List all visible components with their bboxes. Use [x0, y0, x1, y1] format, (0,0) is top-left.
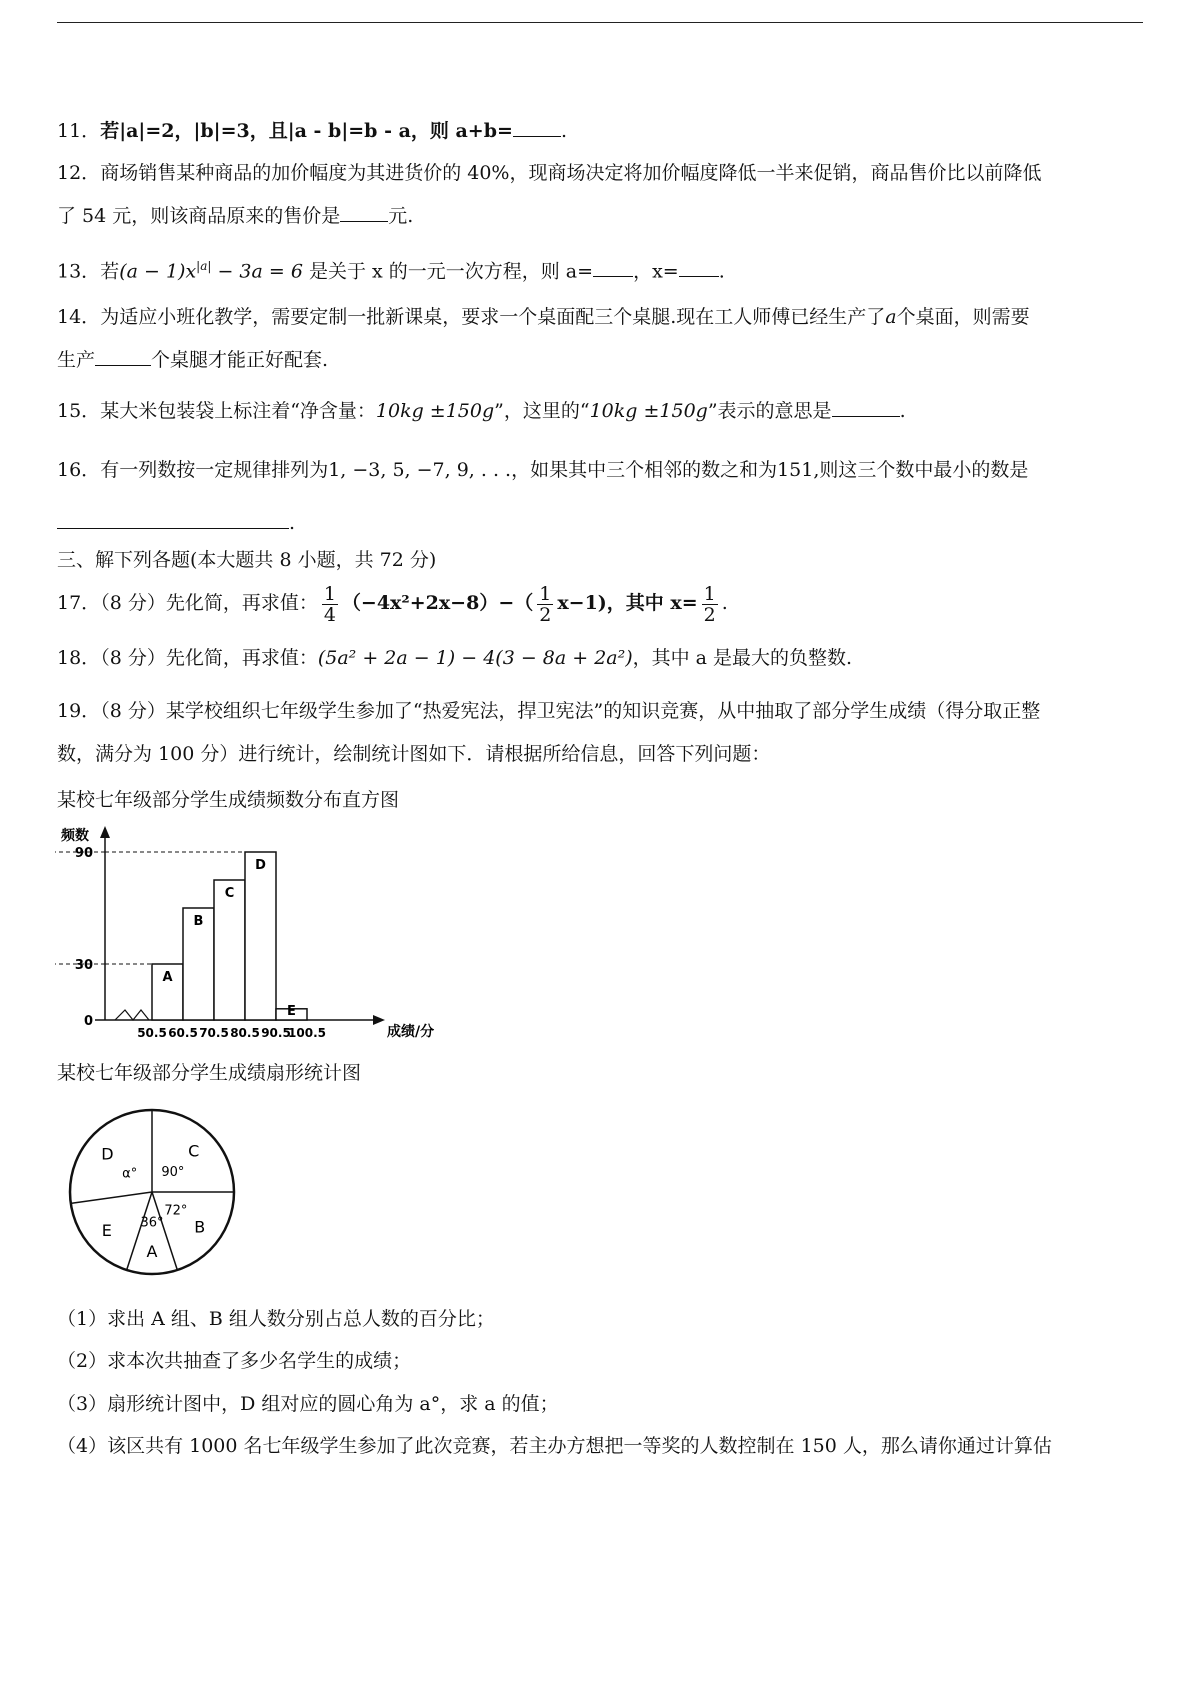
histogram-chart [55, 822, 455, 1052]
question-text: ，x= [633, 260, 679, 283]
y-tick-label: 90 [74, 846, 93, 861]
fraction: $\frac{1}{2}$ [539, 582, 552, 626]
x-tick-label: 60.5 [168, 1026, 198, 1040]
question-number: 15． [57, 400, 101, 422]
answer-blank [832, 398, 900, 417]
punct: . [721, 592, 728, 614]
bar-label: D [255, 858, 266, 873]
question-text: 了 54 元，则该商品原来的售价是 [57, 205, 341, 227]
x-tick-label: 70.5 [199, 1026, 229, 1040]
bar-label: A [162, 970, 173, 985]
question-number: 17． [57, 592, 101, 614]
question-number: 11． [57, 120, 101, 142]
x-axis-label: 成绩/分 [387, 1024, 435, 1040]
question-19-line2: 数，满分为 100 分）进行统计，绘制统计图如下．请根据所给信息，回答下列问题： [57, 743, 771, 765]
question-13 [57, 253, 725, 284]
question-number: 18． [57, 647, 101, 669]
expression: x−1)，其中 x= [557, 592, 698, 614]
equation-expr: − 3a = 6 [211, 260, 303, 283]
answer-blank [340, 203, 388, 222]
mass-expr: 10kg ±150g [589, 400, 708, 422]
pie-angle-label-B: 72° [164, 1203, 188, 1219]
y-axis-label: 频数 [61, 828, 89, 844]
histogram-bar-C [214, 880, 245, 1020]
pie-slice-label-D: D [101, 1144, 114, 1164]
question-text: 生产 [57, 349, 96, 371]
question-15 [57, 398, 906, 424]
question-number: 14． [57, 306, 101, 328]
question-text: 为适应小班化教学，需要定制一批新课桌，要求一个桌面配三个桌腿.现在工人师傅已经生产了 [100, 306, 886, 328]
answer-blank [95, 347, 151, 366]
question-text: 个桌腿才能正好配套. [151, 349, 329, 371]
question-number: 12． [57, 162, 101, 184]
x-tick-label: 100.5 [288, 1026, 326, 1040]
section-heading: 三、解下列各题(本大题共 8 小题，共 72 分) [57, 549, 437, 571]
punct: . [718, 260, 725, 283]
question-18 [57, 645, 852, 671]
bar-label: E [287, 1004, 296, 1019]
y-axis-arrow [100, 826, 110, 838]
question-number: 16． [57, 459, 101, 481]
equation-expr: (a − 1)x [119, 260, 197, 283]
question-12-line2 [57, 203, 413, 229]
expression: （−4x²+2x−8）−（ [341, 592, 534, 614]
pie-slice-label-C: C [188, 1141, 200, 1161]
answer-blank [513, 118, 561, 137]
pie-chart [60, 1098, 260, 1298]
question-text: 元. [388, 205, 414, 227]
question-17 [57, 582, 728, 625]
answer-blank [57, 510, 289, 529]
punct: . [560, 120, 567, 142]
question-19-line1 [57, 698, 1040, 724]
question-11 [57, 118, 567, 144]
punct: . [899, 400, 906, 422]
variable: a [885, 306, 897, 328]
pie-slice-label-A: A [146, 1242, 158, 1262]
x-tick-label: 90.5 [261, 1026, 291, 1040]
axis-break [115, 1010, 149, 1020]
question-14-line2 [57, 347, 328, 373]
question-text: ，其中 a 是最大的负整数. [632, 647, 853, 669]
question-text: 某大米包装袋上标注着“净含量： [100, 400, 376, 422]
pie-angle-label-C: 90° [161, 1165, 185, 1181]
pie-caption: 某校七年级部分学生成绩扇形统计图 [57, 1062, 362, 1084]
answer-blank [679, 258, 719, 277]
question-16 [57, 457, 1028, 483]
question-text: （8 分）先化简，再求值： [100, 592, 318, 614]
pie-slice-label-B: B [194, 1217, 206, 1237]
bar-label: B [193, 914, 204, 929]
question-text: 若|a|=2，|b|=3，且|a - b|=b - a，则 a+b= [100, 120, 513, 142]
pie-angle-label-A: 36° [140, 1215, 164, 1231]
histogram-bar-D [245, 852, 276, 1020]
question-text: ”表示的意思是 [707, 400, 832, 422]
histogram-caption: 某校七年级部分学生成绩频数分布直方图 [57, 789, 400, 811]
sub-question-4: （4）该区共有 1000 名七年级学生参加了此次竞赛，若主办方想把一等奖的人数控制在 150 人，那么请你通过计算估 [57, 1435, 1052, 1457]
expression: (5a² + 2a − 1) − 4(3 − 8a + 2a²) [317, 647, 633, 669]
y-tick-label: 0 [83, 1014, 93, 1029]
sub-question-1: （1）求出 A 组、B 组人数分别占总人数的百分比； [57, 1308, 495, 1330]
pie-angle-label-D: α° [122, 1166, 138, 1182]
question-text: 个桌面，则需要 [896, 306, 1030, 328]
question-number: 19． [57, 700, 101, 722]
pie-slice-label-E: E [101, 1220, 112, 1240]
equation-exponent: |a| [196, 259, 212, 273]
question-12-line1 [57, 160, 1041, 186]
question-text: 有一列数按一定规律排列为1, −3, 5, −7, 9, . . .，如果其中三个相邻的数之和为151,则这三个数中最小的数是 [100, 459, 1029, 481]
bar-label: C [224, 886, 235, 901]
question-number: 13． [57, 260, 101, 283]
mass-expr: 10kg ±150g [375, 400, 495, 422]
y-tick-label: 30 [74, 958, 93, 973]
question-14-line1 [57, 304, 1030, 330]
sub-question-2: （2）求本次共抽查了多少名学生的成绩； [57, 1350, 412, 1372]
top-rule [57, 22, 1143, 23]
question-text: 商场销售某种商品的加价幅度为其进货价的 40%，现商场决定将加价幅度降低一半来促销，商品售价比以前降低 [100, 162, 1042, 184]
question-text: （8 分）某学校组织七年级学生参加了“热爱宪法，捍卫宪法”的知识竞赛，从中抽取了部分学生成绩（得分取正整 [100, 700, 1041, 722]
answer-blank [593, 258, 633, 277]
x-tick-label: 80.5 [230, 1026, 260, 1040]
x-axis-arrow [373, 1015, 385, 1025]
x-tick-label: 50.5 [137, 1026, 167, 1040]
punct: . [289, 512, 296, 534]
question-text: 若 [100, 260, 120, 283]
question-text: ”，这里的“ [494, 400, 590, 422]
fraction: $\frac{1}{2}$ [703, 582, 716, 626]
question-text: （8 分）先化简，再求值： [100, 647, 318, 669]
fraction: $\frac{1}{4}$ [323, 582, 336, 626]
sub-question-3: （3）扇形统计图中，D 组对应的圆心角为 a°，求 a 的值； [57, 1393, 559, 1415]
question-16-answer [57, 510, 295, 536]
question-text: 是关于 x 的一元一次方程，则 a= [302, 260, 594, 283]
